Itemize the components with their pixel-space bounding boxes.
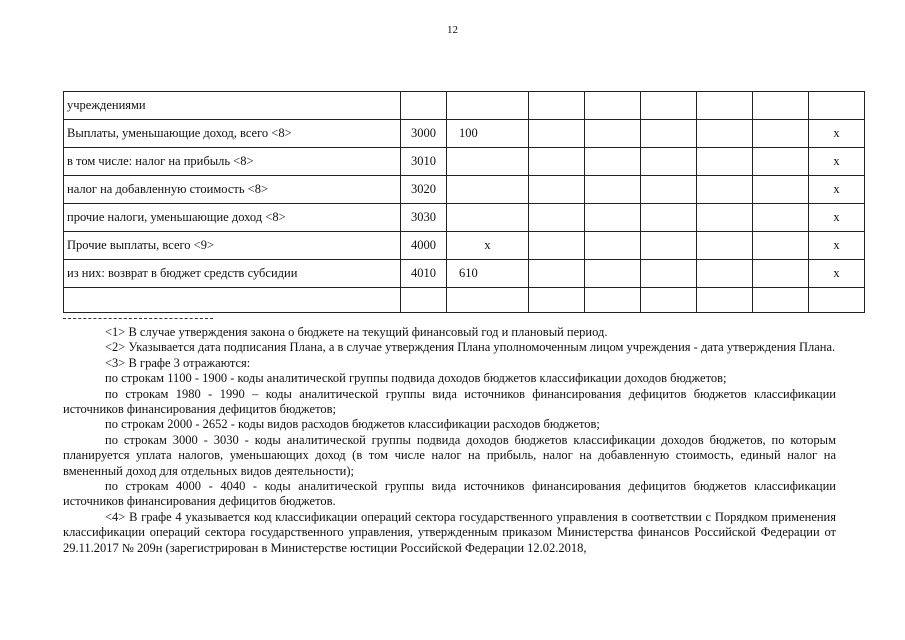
row-cell-5 [697,204,753,232]
footnote-divider [63,318,213,319]
row-cell-5 [697,288,753,313]
row-label: учреждениями [64,92,401,120]
footnote-paragraph: <3> В графе 3 отражаются: [105,355,251,370]
row-label: из них: возврат в бюджет средств субсидии [64,260,401,288]
row-cell-2 [529,148,585,176]
row-cell-6 [753,148,809,176]
row-label: прочие налоги, уменьшающие доход <8> [64,204,401,232]
row-code [401,92,447,120]
table-row [64,176,865,204]
row-cell-2 [529,232,585,260]
row-cell-3 [585,176,641,204]
row-code: 3030 [401,204,447,232]
row-cell-2 [529,176,585,204]
row-code: 4000 [401,232,447,260]
footnote-paragraph: <2> Указывается дата подписания Плана, а в случае утверждения Плана уполномоченным лицом учреждения - дата утверждения Плана. [105,340,836,355]
row-cell-3 [585,148,641,176]
footnote-paragraph: по строкам 1980 - 1990 – коды аналитической группы вида источников финансирования дефицитов бюджетов классификации источников финансирования дефицитов бюджетов; [63,386,836,417]
row-cell-4 [641,148,697,176]
row-cell-6 [753,92,809,120]
row-cell-3 [585,232,641,260]
row-code: 3010 [401,148,447,176]
table-row [64,288,865,313]
row-cell-3 [585,92,641,120]
row-cell-1 [447,288,529,313]
row-cell-4 [641,92,697,120]
row-code: 3020 [401,176,447,204]
row-cell-3 [585,260,641,288]
row-cell-3 [585,120,641,148]
row-code: 4010 [401,260,447,288]
row-cell-7: x [809,120,865,148]
row-cell-1: 100 [447,120,529,148]
row-label: налог на добавленную стоимость <8> [64,176,401,204]
row-cell-7 [809,288,865,313]
plan-table [63,91,865,313]
footnote-paragraph: по строкам 2000 - 2652 - коды видов расходов бюджетов классификации расходов бюджетов; [105,417,600,432]
row-cell-2 [529,204,585,232]
row-code: 3000 [401,120,447,148]
table-row [64,204,865,232]
row-cell-5 [697,148,753,176]
row-label: Выплаты, уменьшающие доход, всего <8> [64,120,401,148]
footnote-paragraph: по строкам 1100 - 1900 - коды аналитической группы подвида доходов бюджетов классификации доходов бюджетов; [105,371,727,386]
row-cell-2 [529,288,585,313]
row-cell-4 [641,176,697,204]
row-cell-7: x [809,260,865,288]
row-label: в том числе: налог на прибыль <8> [64,148,401,176]
table-row [64,232,865,260]
row-cell-5 [697,232,753,260]
row-cell-4 [641,260,697,288]
row-cell-5 [697,260,753,288]
row-cell-1: 610 [447,260,529,288]
row-cell-6 [753,288,809,313]
row-cell-6 [753,232,809,260]
footnote-paragraph: <4> В графе 4 указывается код классификации операций сектора государственного управления в соответствии с Порядком применения классификации операций сектора государственного управления, утвержденным приказом Министерства финансов Российской Федерации от 29.11.2017 № 209н (зарегистрирован в Министерстве юстиции Российской Федерации 12.02.2018, [63,509,836,555]
row-cell-1 [447,176,529,204]
row-cell-7: x [809,176,865,204]
table-row [64,120,865,148]
row-cell-2 [529,120,585,148]
table-row [64,260,865,288]
row-cell-3 [585,204,641,232]
row-cell-5 [697,92,753,120]
row-label: Прочие выплаты, всего <9> [64,232,401,260]
footnote-paragraph: <1> В случае утверждения закона о бюджете на текущий финансовый год и плановый период. [105,325,608,339]
row-cell-7: x [809,148,865,176]
row-cell-6 [753,260,809,288]
row-cell-1 [447,148,529,176]
row-cell-4 [641,204,697,232]
row-cell-1: x [447,232,529,260]
row-code [401,288,447,313]
row-cell-7 [809,92,865,120]
row-label [64,288,401,313]
row-cell-3 [585,288,641,313]
row-cell-6 [753,204,809,232]
row-cell-5 [697,120,753,148]
row-cell-6 [753,120,809,148]
table-row [64,148,865,176]
row-cell-7: x [809,204,865,232]
footnotes [63,325,836,556]
row-cell-7: x [809,232,865,260]
table-body [64,92,865,313]
row-cell-5 [697,176,753,204]
row-cell-1 [447,92,529,120]
row-cell-6 [753,176,809,204]
row-cell-2 [529,260,585,288]
row-cell-4 [641,288,697,313]
row-cell-1 [447,204,529,232]
row-cell-4 [641,120,697,148]
row-cell-4 [641,232,697,260]
footnote-paragraph: по строкам 4000 - 4040 - коды аналитической группы вида источников финансирования дефицитов бюджетов классификации источников финансирования дефицитов бюджетов. [63,479,836,509]
row-cell-2 [529,92,585,120]
footnote-paragraph: по строкам 3000 - 3030 - коды аналитической группы подвида доходов бюджетов классификации доходов бюджетов, по которым планируется уплата налогов, уменьшающих доход (в том числе налог на прибыль, налог на добавленную стоимость, единый налог на вмененный доход для отдельных видов деятельности); [63,432,836,478]
page-number: 12 [447,24,458,36]
table-row [64,92,865,120]
